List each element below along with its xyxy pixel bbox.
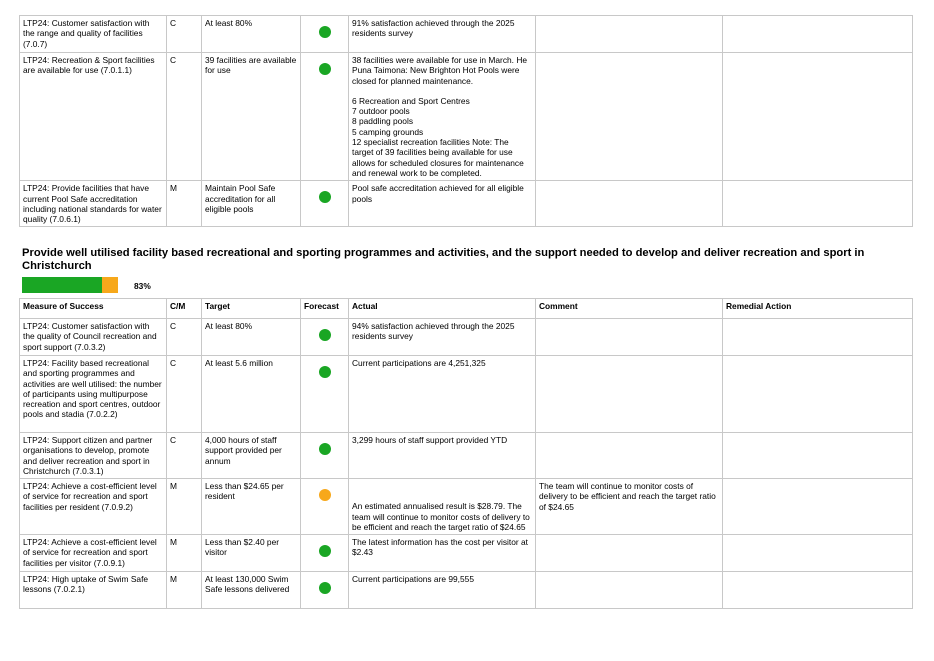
cm-cell: M [167, 572, 202, 609]
table-row [20, 479, 913, 535]
table-row [20, 53, 913, 181]
cm-cell: M [167, 181, 202, 227]
remedial-cell [723, 319, 913, 356]
measure-cell: LTP24: Achieve a cost-efficient level of service for recreation and sport facilities per resident (7.0.9.2) [20, 479, 167, 535]
remedial-cell [723, 53, 913, 181]
target-cell: 4,000 hours of staff support provided per annum [202, 433, 301, 479]
remedial-cell [723, 433, 913, 479]
remedial-cell [723, 181, 913, 227]
target-cell: At least 80% [202, 319, 301, 356]
actual-line-blank [352, 86, 532, 96]
header-comment: Comment [536, 299, 723, 319]
forecast-cell [301, 16, 349, 53]
comment-cell [536, 356, 723, 433]
measure-cell: LTP24: Customer satisfaction with the quality of Council recreation and sport support (7.0.3.2) [20, 319, 167, 356]
remedial-cell [723, 356, 913, 433]
actual-cell: 94% satisfaction achieved through the 2025 residents survey [349, 319, 536, 356]
actual-line: 6 Recreation and Sport Centres [352, 95, 470, 106]
actual-cell: The latest information has the cost per visitor at $2.43 [349, 535, 536, 572]
actual-text: An estimated annualised result is $28.79. The team will continue to monitor costs of delivery to be efficient and reach the target ratio of $24.65 [352, 501, 530, 532]
actual-cell: Current participations are 99,555 [349, 572, 536, 609]
forecast-cell [301, 535, 349, 572]
cm-cell: C [167, 16, 202, 53]
header-cm: C/M [167, 299, 202, 319]
header-forecast: Forecast [301, 299, 349, 319]
header-measure: Measure of Success [20, 299, 167, 319]
remedial-cell [723, 479, 913, 535]
actual-cell: 91% satisfaction achieved through the 2025 residents survey [349, 16, 536, 53]
comment-cell [536, 53, 723, 181]
forecast-cell [301, 319, 349, 356]
forecast-cell [301, 181, 349, 227]
status-on-track-icon [319, 582, 331, 594]
header-actual: Actual [349, 299, 536, 319]
progress-fill-on-track [22, 277, 102, 293]
status-on-track-icon [319, 545, 331, 557]
comment-cell [536, 16, 723, 53]
actual-cell: Pool safe accreditation achieved for all eligible pools [349, 181, 536, 227]
comment-cell [536, 535, 723, 572]
measure-cell: LTP24: Facility based recreational and sporting programmes and activities are well utilised: the number of participants using multipurpose recreation and sport centres, outdoor pools and stadia (7.0.2.2) [20, 356, 167, 433]
measure-cell: LTP24: Recreation & Sport facilities are available for use (7.0.1.1) [20, 53, 167, 181]
cm-cell: C [167, 356, 202, 433]
target-cell: At least 80% [202, 16, 301, 53]
header-row [20, 299, 913, 319]
forecast-cell [301, 572, 349, 609]
target-cell: At least 5.6 million [202, 356, 301, 433]
status-on-track-icon [319, 329, 331, 341]
measure-cell: LTP24: High uptake of Swim Safe lessons (7.0.2.1) [20, 572, 167, 609]
actual-line: 7 outdoor pools [352, 106, 410, 117]
forecast-cell [301, 433, 349, 479]
actual-cell [349, 479, 536, 535]
measure-cell: LTP24: Support citizen and partner organisations to develop, promote and deliver recreation and sport in Christchurch (7.0.3.1) [20, 433, 167, 479]
target-cell: Less than $2.40 per visitor [202, 535, 301, 572]
table-row [20, 181, 913, 227]
remedial-cell [723, 572, 913, 609]
cm-cell: C [167, 433, 202, 479]
comment-cell [536, 181, 723, 227]
target-cell: At least 130,000 Swim Safe lessons delivered [202, 572, 301, 609]
measure-cell: LTP24: Customer satisfaction with the range and quality of facilities (7.0.7) [20, 16, 167, 53]
actual-line: 5 camping grounds [352, 126, 424, 137]
actual-cell: 3,299 hours of staff support provided YTD [349, 433, 536, 479]
actual-line: 12 specialist recreation facilities Note: The target of 39 facilities being available for use allows for scheduled closures for maintenance and renewal work to be completed. [352, 137, 524, 178]
measure-cell: LTP24: Achieve a cost-efficient level of service for recreation and sport facilities per visitor (7.0.9.1) [20, 535, 167, 572]
measure-cell: LTP24: Provide facilities that have current Pool Safe accreditation including national standards for water quality (7.0.6.1) [20, 181, 167, 227]
actual-line: 8 paddling pools [352, 116, 414, 127]
progress-label: 83% [134, 281, 151, 291]
cm-cell: C [167, 319, 202, 356]
status-on-track-icon [319, 191, 331, 203]
remedial-cell [723, 535, 913, 572]
table-row [20, 319, 913, 356]
cm-cell: M [167, 535, 202, 572]
comment-cell [536, 433, 723, 479]
actual-cell [349, 53, 536, 181]
forecast-cell [301, 53, 349, 181]
cm-cell: M [167, 479, 202, 535]
comment-cell: The team will continue to monitor costs of delivery to be efficient and reach the target ratio of $24.65 [536, 479, 723, 535]
progress-bar [22, 277, 118, 293]
forecast-cell [301, 479, 349, 535]
status-on-track-icon [319, 26, 331, 38]
status-on-track-icon [319, 366, 331, 378]
target-cell: Maintain Pool Safe accreditation for all eligible pools [202, 181, 301, 227]
table-row [20, 356, 913, 433]
actual-cell: Current participations are 4,251,325 [349, 356, 536, 433]
target-cell: 39 facilities are available for use [202, 53, 301, 181]
section-title: Provide well utilised facility based recreational and sporting programmes and activities, and the support needed to develop and deliver recreation and sport in Christchurch [22, 247, 865, 272]
main-measures-table [19, 298, 913, 609]
comment-cell [536, 319, 723, 356]
progress-fill-at-risk [102, 277, 118, 293]
status-at-risk-icon [319, 489, 331, 501]
table-row [20, 433, 913, 479]
cm-cell: C [167, 53, 202, 181]
status-on-track-icon [319, 63, 331, 75]
top-measures-table [19, 15, 913, 227]
remedial-cell [723, 16, 913, 53]
table-row [20, 16, 913, 53]
table-row [20, 535, 913, 572]
actual-line: 38 facilities were available for use in March. He Puna Taimona: New Brighton Hot Pools were closed for planned maintenance. [352, 55, 528, 86]
header-target: Target [202, 299, 301, 319]
target-cell: Less than $24.65 per resident [202, 479, 301, 535]
forecast-cell [301, 356, 349, 433]
status-on-track-icon [319, 443, 331, 455]
header-remedial: Remedial Action [723, 299, 913, 319]
comment-cell [536, 572, 723, 609]
table-row [20, 572, 913, 609]
